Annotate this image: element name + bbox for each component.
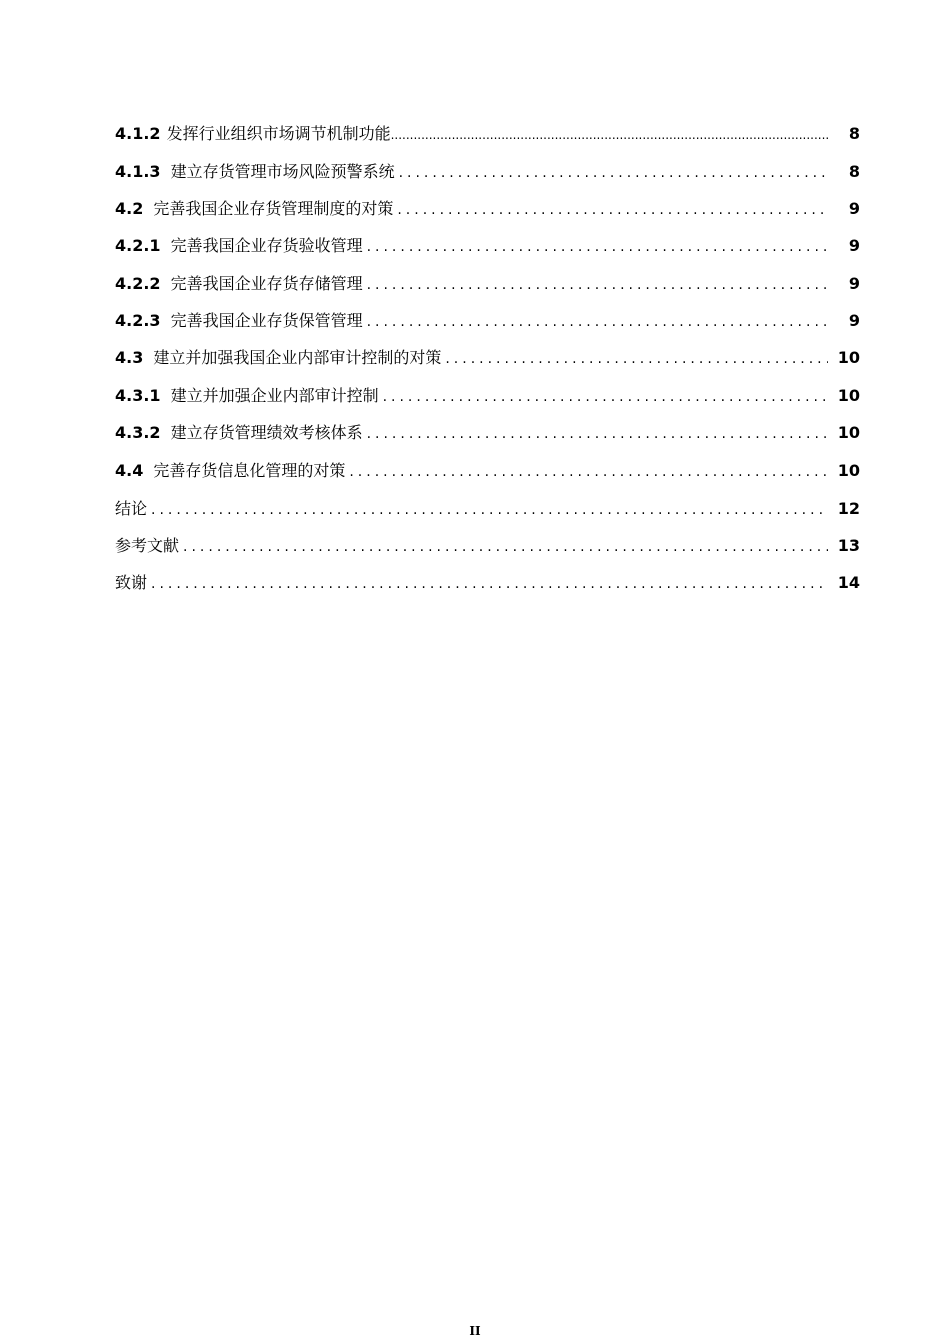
toc-leader-dots xyxy=(151,498,828,522)
toc-entry-number: 4.2.1 xyxy=(115,236,161,255)
toc-entry-page: 8 xyxy=(848,124,860,143)
toc-leader-dots xyxy=(367,310,828,334)
toc-entry-number: 4.2.2 xyxy=(115,274,161,293)
toc-entry-page: 12 xyxy=(837,499,860,518)
toc-entry-title: 完善我国企业存货存储管理 xyxy=(170,274,363,293)
toc-entry-title: 完善我国企业存货管理制度的对策 xyxy=(153,199,394,218)
toc-entry-4-1-3[interactable] xyxy=(115,160,860,184)
toc-leader-dots xyxy=(391,123,830,147)
toc-entry-page: 10 xyxy=(837,348,860,367)
toc-entry-title: 建立存货管理市场风险预警系统 xyxy=(170,162,395,181)
toc-leader-dots xyxy=(349,460,828,484)
toc-leader-dots xyxy=(367,422,828,446)
toc-entry-page: 10 xyxy=(837,461,860,480)
toc-entry-number: 4.4 xyxy=(115,461,144,480)
toc-entry-title: 建立存货管理绩效考核体系 xyxy=(170,423,363,442)
toc-entry-acknowledgements[interactable] xyxy=(115,571,860,595)
toc-entry-number: 4.3.2 xyxy=(115,423,161,442)
toc-entry-4-2-2[interactable] xyxy=(115,272,860,296)
toc-entry-title: 参考文献 xyxy=(115,536,180,555)
toc-leader-dots xyxy=(445,347,828,371)
toc-entry-page: 9 xyxy=(848,311,860,330)
toc-entry-page: 10 xyxy=(837,423,860,442)
toc-entry-page: 10 xyxy=(837,386,860,405)
toc-entry-page: 8 xyxy=(848,162,860,181)
toc-leader-dots xyxy=(399,161,828,185)
toc-entry-4-2-3[interactable] xyxy=(115,309,860,333)
toc-entry-conclusion[interactable] xyxy=(115,497,860,521)
toc-entry-4-2-1[interactable] xyxy=(115,234,860,258)
toc-entry-number: 4.2.3 xyxy=(115,311,161,330)
toc-entry-4-3-2[interactable] xyxy=(115,421,860,445)
toc-entry-page: 9 xyxy=(848,274,860,293)
toc-leader-dots xyxy=(397,198,828,222)
toc-entry-references[interactable] xyxy=(115,534,860,558)
toc-entry-page: 14 xyxy=(837,573,860,592)
toc-entry-title: 建立并加强我国企业内部审计控制的对策 xyxy=(153,348,442,367)
toc-leader-dots xyxy=(367,273,828,297)
toc-entry-number: 4.1.3 xyxy=(115,162,161,181)
toc-leader-dots xyxy=(183,535,828,559)
toc-entry-page: 9 xyxy=(848,236,860,255)
toc-leader-dots xyxy=(367,235,828,259)
toc-entry-page: 9 xyxy=(848,199,860,218)
page-number-footer: II xyxy=(469,1324,481,1338)
toc-entry-title: 发挥行业组织市场调节机制功能 xyxy=(166,124,391,143)
toc-entry-4-3[interactable] xyxy=(115,346,860,370)
toc-entry-number: 4.2 xyxy=(115,199,144,218)
toc-entry-title: 完善我国企业存货保管管理 xyxy=(170,311,363,330)
toc-entry-title: 结论 xyxy=(115,499,148,518)
toc-entry-4-3-1[interactable] xyxy=(115,384,860,408)
toc-entry-4-2[interactable] xyxy=(115,197,860,221)
toc-entry-title: 致谢 xyxy=(115,573,148,592)
toc-entry-title: 建立并加强企业内部审计控制 xyxy=(170,386,379,405)
toc-entry-title: 完善我国企业存货验收管理 xyxy=(170,236,363,255)
toc-entry-number: 4.3.1 xyxy=(115,386,161,405)
toc-leader-dots xyxy=(151,572,828,596)
toc-entry-4-4[interactable] xyxy=(115,459,860,483)
toc-entry-title: 完善存货信息化管理的对策 xyxy=(153,461,346,480)
toc-leader-dots xyxy=(383,385,828,409)
toc-entry-number: 4.3 xyxy=(115,348,144,367)
toc-entry-number: 4.1.2 xyxy=(115,124,161,143)
toc-entry-4-1-2[interactable] xyxy=(115,122,860,146)
toc-entry-page: 13 xyxy=(837,536,860,555)
